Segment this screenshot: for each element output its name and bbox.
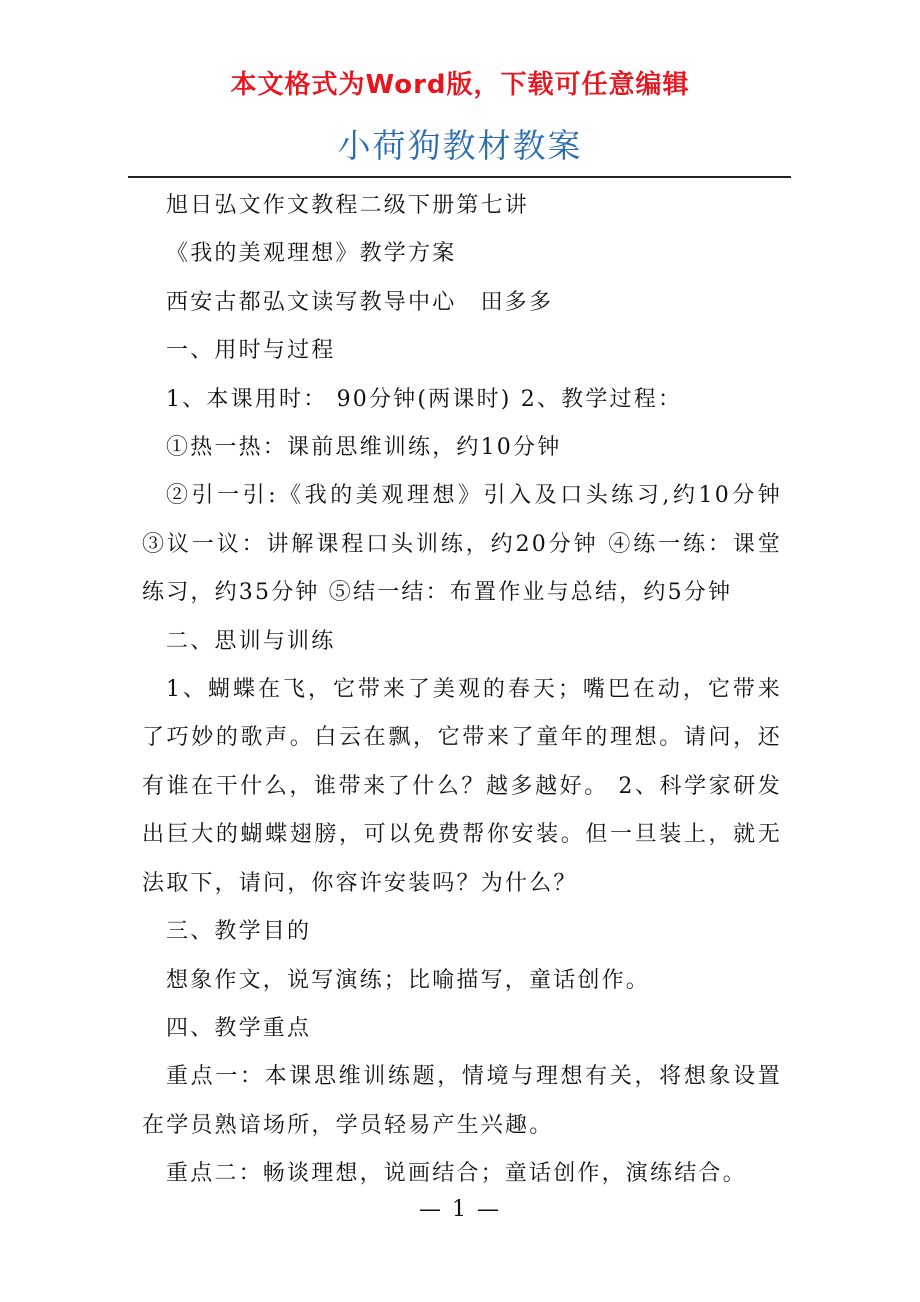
author-line: 西安古都弘文读写教导中心 田多多 [166,289,554,315]
paragraph: ①热一热：课前思维训练，约10分钟 [166,435,562,461]
page-number: — 1 — [419,1197,501,1222]
course-title: 旭日弘文作文教程二级下册第七讲 [166,193,530,218]
format-banner: 本文格式为Word版，下载可任意编辑 [230,70,690,100]
site-title: 小荷狗教材教案 [337,126,583,165]
header-divider [128,176,791,178]
lesson-title: 《我的美观理想》教学方案 [166,241,457,267]
section-heading: 二、思训与训练 [166,628,336,654]
paragraph: 1、蝴蝶在飞，它带来了美观的春天；嘴巴在动，它带来了巧妙的歌声。白云在飘，它带来了童年的理想。请问，还有谁在干什么，谁带来了什么？越多越好。 2、科学家研发出巨大的蝴蝶翅膀，可以免费帮你安装。但一旦装上，就无法取下，请问，你容许安装吗？为什么？ [142,677,782,896]
paragraph: 重点一：本课思维训练题，情境与理想有关，将想象设置在学员熟谙场所，学员轻易产生兴趣。 [142,1064,782,1138]
paragraph: ②引一引:《我的美观理想》引入及口头练习,约10分钟 ③议一议：讲解课程口头训练，约20分钟 ④练一练：课堂练习，约35分钟 ⑤结一结：布置作业与总结，约5分钟 [142,483,782,606]
paragraph: 想象作文，说写演练；比喻描写，童话创作。 [166,967,651,993]
section-heading: 四、教学重点 [166,1015,312,1041]
section-heading: 三、教学目的 [166,919,312,945]
document-body [142,182,782,1199]
paragraph: 重点二：畅谈理想，说画结合；童话创作，演练结合。 [166,1161,747,1187]
paragraph: 1、本课用时： 90分钟(两课时) 2、教学过程： [166,386,683,412]
section-heading: 一、用时与过程 [166,338,336,364]
